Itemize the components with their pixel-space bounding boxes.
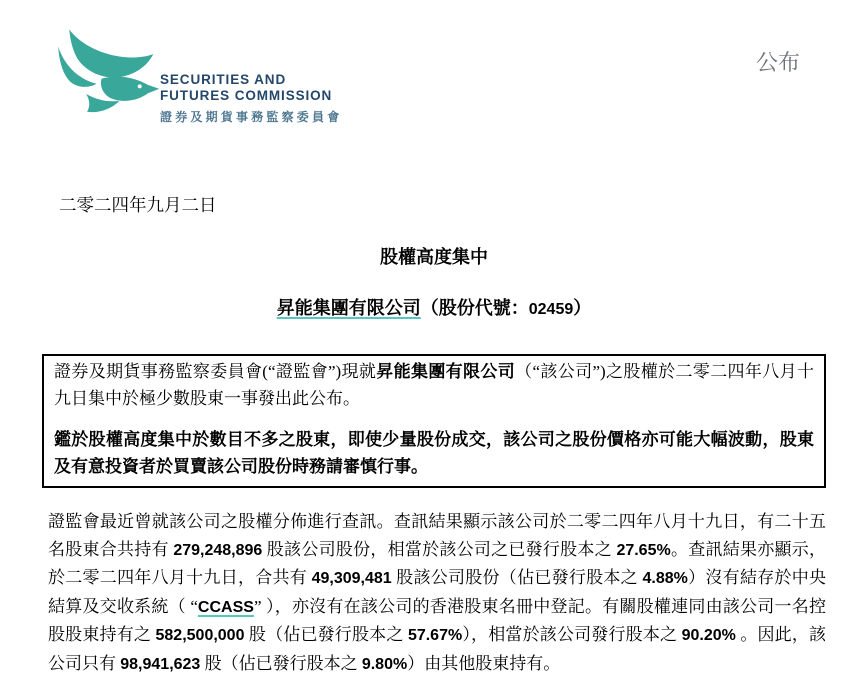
notice-paragraph-2 xyxy=(54,426,814,480)
text-segment: （“該公司”)之股權於二零二四年八月十九日集中於極少數股東一事發出此公布。 xyxy=(54,362,814,408)
text-segment: ），相當於該公司發行股本之 xyxy=(462,625,682,644)
page-title: 股權高度集中 xyxy=(380,247,488,267)
text-segment: 。查訊結果亦顯示，於二零二四年八月十九日，合共有 xyxy=(48,539,827,587)
text-segment: 90.20% xyxy=(681,627,736,644)
company-name: 昇能集團有限公司 xyxy=(376,362,516,381)
text-segment: ）由其他股東持有。 xyxy=(407,653,561,673)
date-line: 二零二四年九月二日 xyxy=(59,195,217,215)
text-segment: 582,500,000 xyxy=(155,627,245,644)
logo-name-en-line1: SECURITIES AND xyxy=(160,72,287,87)
text-segment: 股該公司股份（佔已發行股本之 xyxy=(391,568,643,587)
text-segment: 股（佔已發行股本之 xyxy=(244,625,408,644)
text-segment: 。因此，該公司只有 xyxy=(48,625,827,673)
text-segment: 279,248,896 xyxy=(173,541,263,559)
text-segment: 股（佔已發行股本之 xyxy=(200,653,362,673)
text-segment: 證券及期貨事務監察委員會(“證監會”)現就 xyxy=(54,362,377,381)
text-segment: 98,941,623 xyxy=(120,655,201,673)
text-segment: 4.88% xyxy=(642,570,688,587)
ccass-link[interactable]: CCASS xyxy=(197,598,254,616)
text-segment: ” ），亦沒有在該公司的香港股東名冊中登記。有關股權連同由該公司一名控股股東持有之 xyxy=(48,596,827,644)
body-paragraph xyxy=(48,508,826,678)
logo-name-en-line2: FUTURES COMMISSION xyxy=(160,88,333,103)
sfc-logo xyxy=(54,26,342,128)
text-segment: 鑑於股權高度集中於數目不多之股東，即使少量股份成交，該公司之股份價格亦可能大幅波動，股東及有意投資者於買賣該公司股份時務請審慎行事。 xyxy=(54,430,814,476)
doc-type-label: 公布 xyxy=(755,50,800,75)
notice-paragraph-1 xyxy=(54,358,814,412)
text-segment: （股份代號： xyxy=(420,298,529,318)
text-segment: 02459 xyxy=(528,301,574,318)
logo-name-zh: 證券及期貨事務監察委員會 xyxy=(160,110,343,124)
logo-text-block xyxy=(160,26,342,125)
text-segment: 27.65% xyxy=(616,541,671,559)
company-name-link[interactable]: 昇能集團有限公司 xyxy=(276,298,421,318)
text-segment: 49,309,481 xyxy=(311,570,392,587)
text-segment: 9.80% xyxy=(361,655,408,673)
sfc-eagle-icon xyxy=(54,26,166,128)
text-segment: 股該公司股份，相當於該公司之已發行股本之 xyxy=(262,539,617,559)
text-segment: ） xyxy=(573,298,592,318)
notice-box xyxy=(42,354,826,488)
company-title xyxy=(42,295,826,323)
text-segment: ）沒有結存於中央結算及交收系統（ “ xyxy=(48,568,827,616)
document-content xyxy=(42,193,826,678)
text-segment: 57.67% xyxy=(407,627,463,644)
text-segment: 證監會最近曾就該公司之股權分佈進行查訊。查訊結果顯示該公司於二零二四年八月十九日，有二十五名股東合共持有 xyxy=(48,512,826,559)
